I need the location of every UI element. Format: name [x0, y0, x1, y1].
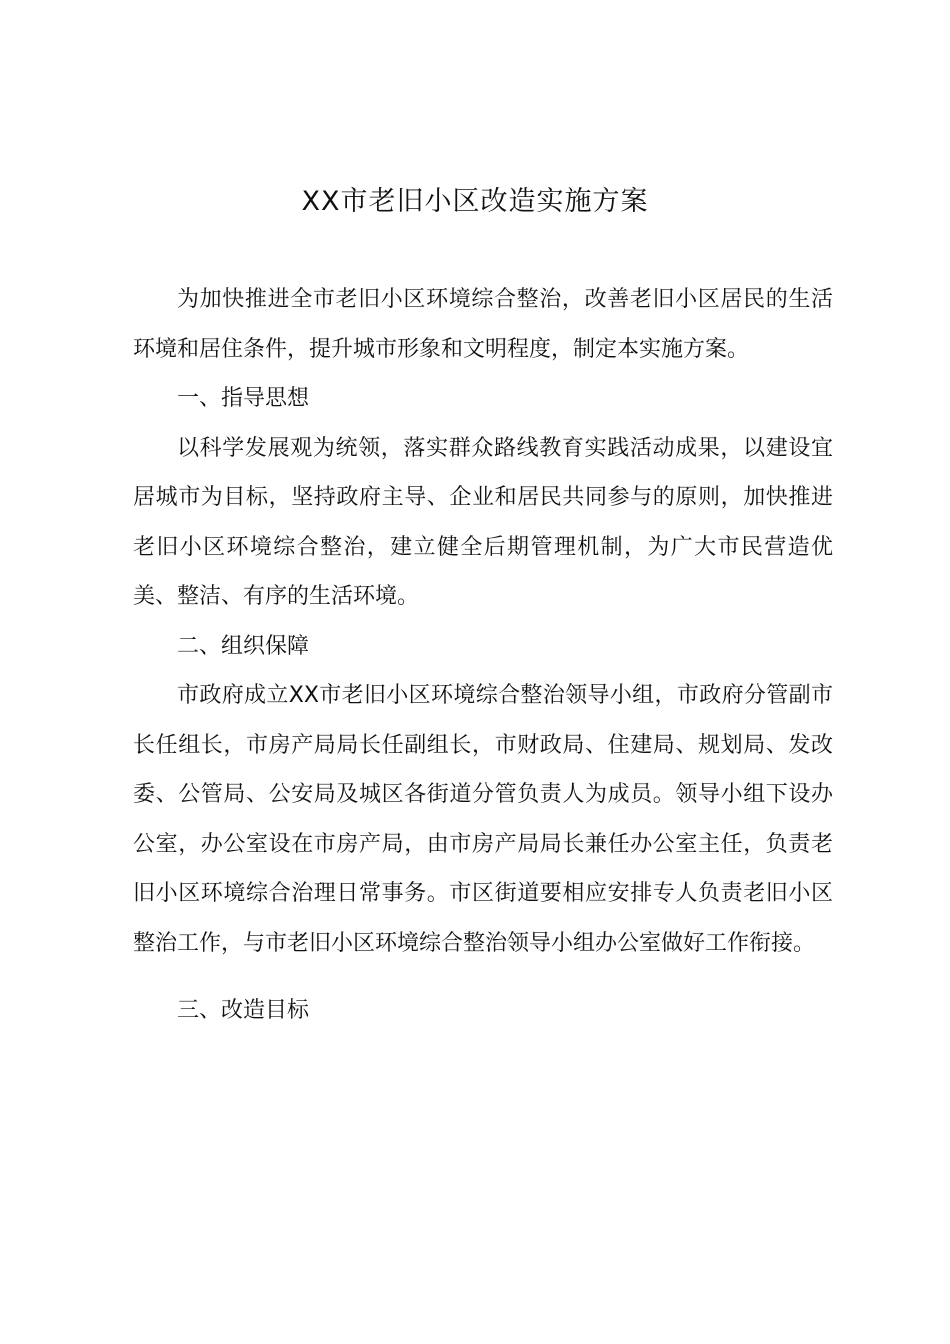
section-heading-guiding-ideology: 一、指导思想	[177, 386, 310, 411]
section-heading-organization: 二、组织保障	[177, 633, 310, 659]
section-paragraph-guiding-ideology: 以科学发展观为统领，落实群众路线教育实践活动成果，以建设宜居城市为目标，坚持政府主导、企业和居民共同参与的原则，加快推进老旧小区环境综合整治，建立健全后期管理机制，为广大市民营造优美、整洁、有序的生活环境。	[133, 435, 833, 609]
section-paragraph-organization: 市政府成立XX市老旧小区环境综合整治领导小组，市政府分管副市长任组长，市房产局局长任副组长，市财政局、住建局、规划局、发改委、公管局、公安局及城区各街道分管负责人为成员。领导小组下设办公室，办公室设在市房产局，由市房产局局长兼任办公室主任，负责老旧小区环境综合治理日常事务。市区街道要相应安排专人负责老旧小区整治工作，与市老旧小区环境综合整治领导小组办公室做好工作衔接。	[133, 683, 833, 956]
intro-paragraph: 为加快推进全市老旧小区环境综合整治，改善老旧小区居民的生活环境和居住条件，提升城市形象和文明程度，制定本实施方案。	[133, 287, 833, 362]
document-body	[133, 275, 833, 1036]
document-title: XX市老旧小区改造实施方案	[301, 186, 649, 217]
section-heading-targets: 三、改造目标	[177, 998, 310, 1023]
